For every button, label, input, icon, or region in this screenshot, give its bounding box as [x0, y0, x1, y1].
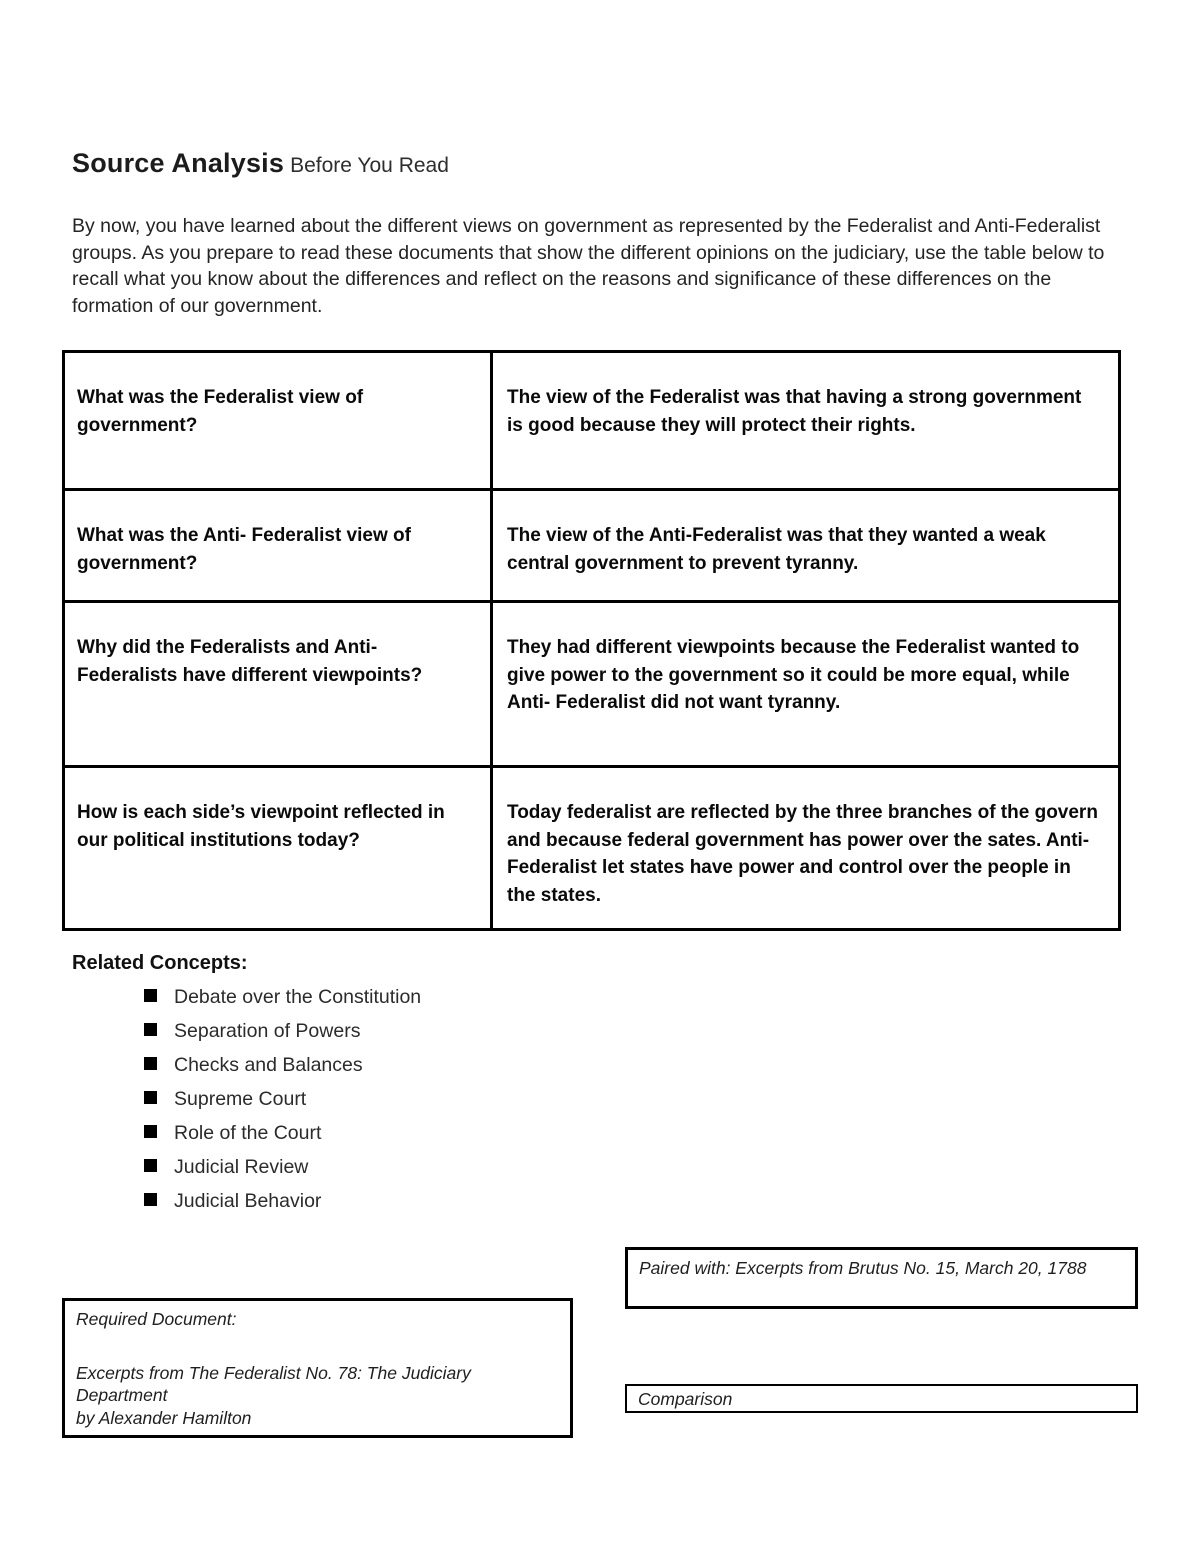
- table-row: [64, 602, 1120, 767]
- list-item-label: Separation of Powers: [174, 1020, 361, 1042]
- list-item: [144, 1053, 421, 1079]
- question-cell: Why did the Federalists and Anti-Federalists have different viewpoints?: [64, 602, 492, 767]
- list-item: [144, 1019, 421, 1045]
- list-item-label: Supreme Court: [174, 1088, 307, 1110]
- list-item-label: Checks and Balances: [174, 1054, 363, 1076]
- answer-cell: Today federalist are reflected by the three branches of the govern and because federal government has power over the sates. Anti- Federalist let states have power and control over the people in the states.: [492, 767, 1120, 930]
- intro-paragraph: By now, you have learned about the different views on government as represented by the Federalist and Anti-Federalist groups. As you prepare to read these documents that show the different opinions on the judiciary, use the table below to recall what you know about the differences and reflect on the reasons and significance of these differences on the formation of our government.: [72, 215, 1105, 317]
- square-bullet-icon: [144, 989, 157, 1002]
- square-bullet-icon: [144, 1159, 157, 1172]
- required-document-title: Excerpts from The Federalist No. 78: The Judiciary Department: [76, 1362, 471, 1405]
- list-item-label: Debate over the Constitution: [174, 986, 422, 1008]
- list-item: [144, 1189, 421, 1215]
- list-item: [144, 1121, 421, 1147]
- required-document-heading: Required Document:: [76, 1309, 237, 1329]
- square-bullet-icon: [144, 1091, 157, 1104]
- paired-with-text: Paired with: Excerpts from Brutus No. 15, March 20, 1788: [639, 1258, 1087, 1278]
- page-title-sub: Before You Read: [290, 154, 449, 177]
- answer-cell: The view of the Federalist was that having a strong government is good because they will protect their rights.: [492, 352, 1120, 490]
- table-row: [64, 352, 1120, 490]
- list-item: [144, 985, 421, 1011]
- question-cell: What was the Anti- Federalist view of government?: [64, 490, 492, 602]
- paired-with-box: [625, 1247, 1138, 1309]
- question-cell: How is each side’s viewpoint reflected in our political institutions today?: [64, 767, 492, 930]
- comparison-label: Comparison: [638, 1389, 733, 1409]
- answer-cell: The view of the Anti-Federalist was that they wanted a weak central government to prevent tyranny.: [492, 490, 1120, 602]
- required-document-box: [62, 1298, 573, 1438]
- related-concepts-section: [72, 952, 421, 1223]
- federalist-qa-table: [62, 350, 1121, 931]
- comparison-box: [625, 1384, 1138, 1413]
- list-item-label: Judicial Behavior: [174, 1190, 322, 1212]
- answer-cell: They had different viewpoints because the Federalist wanted to give power to the government so it could be more equal, while Anti- Federalist did not want tyranny.: [492, 602, 1120, 767]
- page-title: [72, 148, 449, 179]
- spacer: [76, 1331, 558, 1362]
- square-bullet-icon: [144, 1125, 157, 1138]
- square-bullet-icon: [144, 1023, 157, 1036]
- square-bullet-icon: [144, 1193, 157, 1206]
- required-document-author: by Alexander Hamilton: [76, 1407, 252, 1428]
- question-cell: What was the Federalist view of government?: [64, 352, 492, 490]
- table-row: [64, 490, 1120, 602]
- related-concepts-heading: Related Concepts:: [72, 952, 248, 974]
- list-item: [144, 1155, 421, 1181]
- related-concepts-list: [144, 985, 421, 1215]
- square-bullet-icon: [144, 1057, 157, 1070]
- list-item-label: Role of the Court: [174, 1122, 322, 1144]
- page-title-main: Source Analysis: [72, 148, 285, 178]
- list-item-label: Judicial Review: [174, 1156, 309, 1178]
- table-row: [64, 767, 1120, 930]
- list-item: [144, 1087, 421, 1113]
